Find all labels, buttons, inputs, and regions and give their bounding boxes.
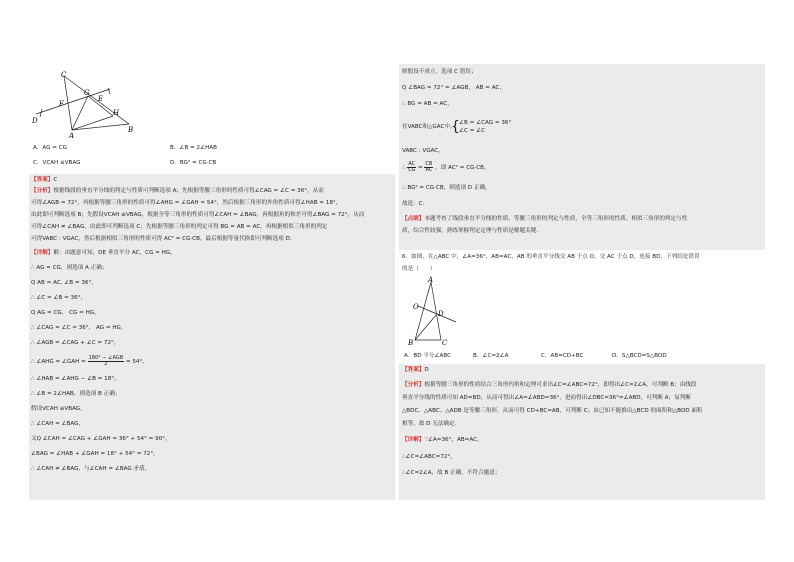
triangle-figure-2 [405,276,465,346]
q6-analysis-line-3: 相等，故 D 无法确定. [402,421,457,427]
q6-line-0: 6．如图，在△ABC 中，∠A=36°，AB=AC，AB 的垂直平分线交 AB 于点 O，交 AC 于点 D，连接 BD，下列结论错误 [402,254,700,260]
option-c: C．VCAH ≌VBAG [33,160,81,166]
q6-answer-value: D [424,367,429,373]
brace-condition: { ∠B = ∠CAG = 36° ∠C = ∠C [451,119,512,135]
step-line-6: ∴ ∠AHG = ∠GAH = $\frac{\text{180° − ∠AGB}}{2}$ = 54°， [31,355,148,367]
q6-option-c: C．AB=CD+BC [541,353,584,359]
label-e: E [98,95,104,103]
label-b: B [128,126,134,134]
step-line-1: Q AB = AC, ∠B = 36°， [31,280,97,286]
right-column [399,64,765,500]
ratio-line: ∴ $\frac{AC}{CG}$ = $\frac{CB}{AC}$ ，即 AC² = CG·CB， [402,161,490,173]
q6-detail-line-2: ∴∠C=2∠A，故 B 正确，不符合题意； [402,470,501,476]
r-line-1: Q ∠BAG = 72° = ∠AGB， AB = AC， [402,85,505,91]
tick-d [40,109,42,117]
step-line-11: 又Q ∠CAH = ∠CAG + ∠GAH = 36° + 54° = 90°， [31,436,171,442]
point-line-1: 质，综合性较强，熟练掌握判定定理与性质是解题关键. [402,228,539,234]
option-a: A．AG = CG [33,145,67,151]
answer-value: C [53,177,58,183]
label-b-2: B [408,339,414,347]
label-h: H [113,109,120,117]
r-line-2: ∴ BG = AB = AC， [402,101,453,107]
q6-answer-tag: 【答案】 [402,367,425,373]
left-column [29,64,395,500]
q6-answer-line [402,367,429,374]
q6-detail-line-0: 【详解】∵∠A=36°，AB=AC， [402,437,483,443]
analysis-tag: 【分析】 [31,188,54,194]
q6-detail-tag: 【详解】 [402,437,425,443]
q6-analysis-line-2: △BDC、△ABC、△ADB 是等腰三角形，从而可得 CD+BC=AB，可判断 C；由已知不能推出△BCD 的面积和△BOD 面积 [402,408,703,414]
ratio-fraction-1: $\frac{AC}{CG}$ [408,161,416,173]
label-c: C [61,71,67,79]
q6-line-1: 的是（ ） [402,266,436,272]
point-tag: 【点睛】 [402,216,425,222]
q6-detail-line-1: ∴∠C=∠ABC=72°， [402,454,456,460]
label-d: D [32,117,38,125]
step-line-5: ∴ ∠AGB = ∠CAG + ∠C = 72°， [31,340,120,346]
label-c-2: C [442,339,448,347]
ratio-fraction-2: $\frac{CB}{AC}$ [425,161,433,173]
step-line-0: ∴ AG = CG，则选项 A 正确； [31,265,108,271]
analysis-line-0: 【分析】根据线段的垂直平分线的判定与性质可判断选项 A；先根据等腰三角形的性质可得∠CAG = ∠C = 36°，从而 [31,188,324,194]
answer-line [31,177,57,184]
analysis-line-4: 可得VABC : VGAC，然后根据相似三角形的性质可得 AC² = CG·CB，最后根据等量代换即可判断选项 D. [31,236,292,242]
detail-tag: 【详解】 [31,250,54,256]
fraction-angle: $\frac{\text{180° − ∠AGB}}{2}$ [88,355,124,367]
detail-line-0: 【详解】解：由题意可知，DE 垂直平分 AC，CG = HG， [31,250,176,256]
analysis-line-1: 可得∠AGB = 72°，再根据等腰三角形的性质可得∠AHG = ∠GAH = 54°，然后根据三角形的外角性质可得∠HAB = 18°， [31,200,342,206]
label-o: O [413,303,419,311]
r-line-6: 故选：C. [402,201,425,207]
label-f: F [59,100,64,108]
analysis-line-3: 可得∠CAH ≠ ∠BAG，由此即可判断选项 C；先根据等腰三角形的判定可得 BG = AB = AC，再根据相似三角形的判定 [31,224,328,230]
step-line-12: ∠BAG = ∠HAB + ∠GAH = 18° + 54° = 72°， [31,451,159,457]
r-line-4: VABC : VGAC， [402,148,444,154]
point-line-0: 【点睛】本题考查了线段垂直平分线的性质、等腰三角形的判定与性质、全等三角形的性质、相似三角形的判定与性 [402,216,688,222]
step-line-8: ∴ ∠B = 2∠HAB，则选项 B 正确； [31,391,121,397]
answer-tag: 【答案】 [31,177,54,183]
r-line-3: 在VABC和△GAC中， [402,124,456,130]
step-line-7: ∴ ∠HAB = ∠AHG − ∠B = 18°， [31,376,120,382]
brace-glyph: { [451,119,460,135]
label-d-2: D [438,310,444,318]
q6-analysis-line-0: 【分析】根据等腰三角形的性质结合三角形内角和定理可求出∠C=∠ABC=72°，即得出∠C=2∠A，可判断 B；由线段 [402,382,697,388]
step-line-13: ∴ ∠CAH ≠ ∠BAG，与∠CAH = ∠BAG 矛盾， [31,466,151,472]
q6-option-d: D．S△BCD=S△BOD [612,353,667,359]
q6-option-b: B．∠C=2∠A [473,353,509,359]
perpendicular-bisector-od [418,306,456,322]
q6-analysis-tag: 【分析】 [402,382,425,388]
triangle-figure-1 [29,68,139,140]
step-line-4: ∴ ∠CAG = ∠C = 36°， AG = HG， [31,325,127,331]
step-line-2: ∴ ∠C = ∠B = 36°， [31,295,87,301]
step-line-10: ∴ ∠CAH = ∠BAG， [31,421,85,427]
option-b: B．∠B = 2∠HAB [170,145,217,151]
r-line-5: ∴ BG² = CG·CB，则选项 D 正确， [402,185,491,191]
r-line-0: 则假设不成立，选项 C 错误； [402,69,477,75]
label-a-2: A [428,276,434,284]
option-d: D．BG² = CG·CB [170,160,217,166]
step-line-9: 假设VCAH ≌VBAG， [31,406,86,412]
label-a: A [69,132,75,140]
q6-option-a: A．BD 平分∠ABC [404,353,452,359]
step-line-3: Q AG = CG， CG = HG， [31,310,100,316]
q6-analysis-line-1: 垂直平分线的性质可知 AD=BD，从而可得出∠A=∠ABD=36°，进而得出∠DBC=36°=∠ABD，可判断 A；易判断 [402,395,691,401]
label-g: G [84,89,90,97]
analysis-line-2: 由此即可判断选项 B；先假设VCAH ≌VBAG，根据全等三角形的性质可得∠CAH = ∠BAG，再根据角的和差可得∠BAG = 72°，从而 [31,212,365,218]
